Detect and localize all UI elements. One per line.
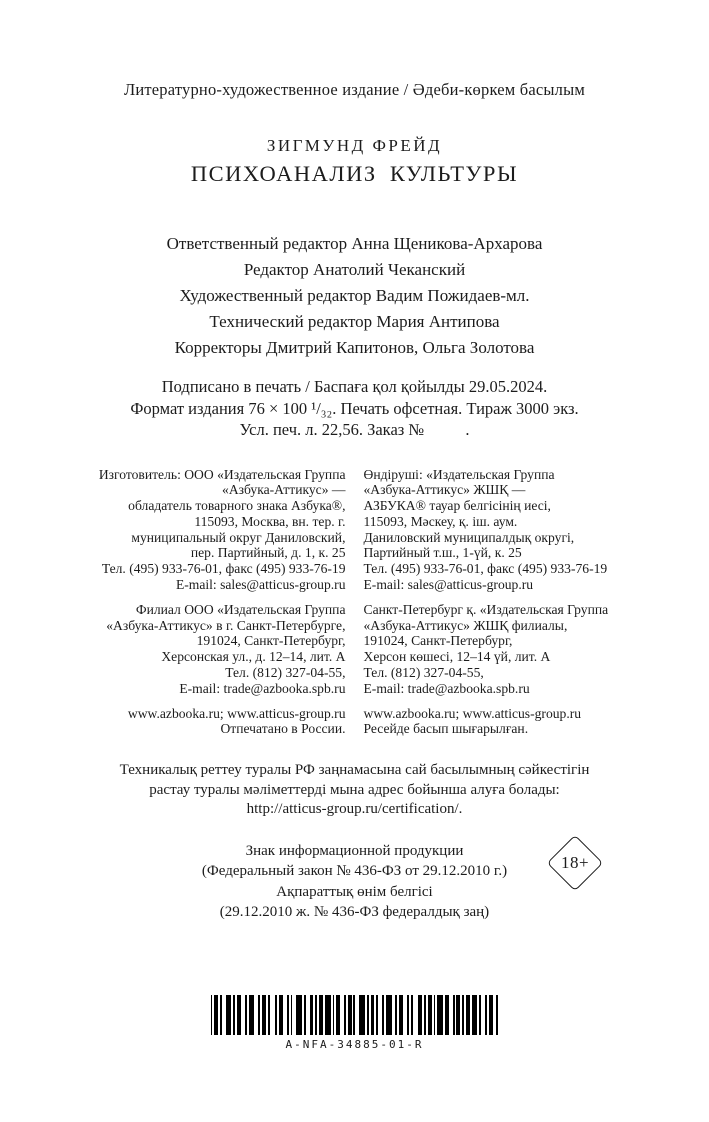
text-line: Формат издания 76 × 100 ¹/₃₂. Печать офсетная. Тираж 3000 экз. — [130, 398, 579, 418]
text-line: Ресейде басып шығарылған. — [363, 721, 529, 737]
text-line: Херсонская ул., д. 12–14, лит. А — [161, 649, 346, 665]
text-line: «Азбука-Аттикус» в г. Санкт-Петербурге, — [106, 617, 346, 633]
text-line: http://atticus-group.ru/certification/. — [246, 801, 463, 818]
branch-address-ru — [16, 602, 346, 697]
text-line: обладатель товарного знака Азбука®, — [128, 498, 346, 514]
publisher-column-kazakh — [355, 467, 694, 738]
text-line: Отпечатано в России. — [220, 721, 346, 737]
book-title: ПСИХОАНАЛИЗ КУЛЬТУРЫ — [190, 161, 519, 186]
text-line: Изготовитель: ООО «Издательская Группа — [98, 466, 346, 482]
print-run-info — [0, 376, 709, 441]
publisher-address-ru — [16, 467, 346, 593]
text-line: Усл. печ. л. 22,56. Заказ № . — [239, 420, 470, 439]
text-line: «Азбука-Аттикус» ЖШҚ филиалы, — [363, 617, 568, 633]
text-line: «Азбука-Аттикус» ЖШҚ — — [363, 482, 526, 498]
text-line: Даниловский муниципалдық округі, — [363, 529, 575, 545]
branch-address-kz — [364, 602, 694, 697]
text-line: 191024, Санкт-Петербург, — [196, 633, 346, 649]
text-line: Корректоры Дмитрий Капитонов, Ольга Золотова — [174, 338, 535, 357]
text-line: Тел. (812) 327-04-55, — [225, 665, 346, 681]
age-badge-label: 18+ — [560, 852, 590, 872]
text-line: E-mail: trade@azbooka.spb.ru — [179, 680, 346, 696]
text-line: 115093, Москва, вн. тер. г. — [194, 513, 346, 529]
text-line: растау туралы мәліметтерді мына адрес бойынша алуға болады: — [149, 781, 560, 798]
text-line: Ақпараттық өнім белгісі — [276, 883, 433, 900]
text-line: Тел. (495) 933-76-01, факс (495) 933-76-19 — [363, 561, 608, 577]
text-line: Подписано в печать / Баспаға қол қойылды 29.05.2024. — [161, 377, 548, 396]
text-line: Технический редактор Мария Антипова — [209, 312, 500, 331]
websites-printed-ru — [16, 706, 346, 738]
text-line: (29.12.2010 ж. № 436-ФЗ федералдық заң) — [219, 904, 490, 921]
text-line: Художественный редактор Вадим Пожидаев-мл. — [179, 286, 530, 305]
publisher-columns — [0, 467, 709, 738]
text-line: Санкт-Петербург қ. «Издательская Группа — [363, 601, 609, 617]
text-line: Ответственный редактор Анна Щеникова-Архарова — [166, 234, 543, 253]
text-line: «Азбука-Аттикус» — — [222, 482, 346, 498]
text-line: E-mail: sales@atticus-group.ru — [175, 577, 346, 593]
barcode-label: A-NFA-34885-01-R — [285, 1037, 424, 1051]
text-line: Партийный т.ш., 1-үй, к. 25 — [363, 545, 522, 561]
text-line: 115093, Мәскеу, қ. іш. аум. — [363, 513, 518, 529]
certification-note — [0, 761, 709, 820]
text-line: Редактор Анатолий Чеканский — [243, 260, 466, 279]
text-line: 191024, Санкт-Петербург, — [363, 633, 513, 649]
text-line: муниципальный округ Даниловский, — [131, 529, 346, 545]
text-line: E-mail: trade@azbooka.spb.ru — [363, 680, 530, 696]
age-rating-section — [0, 841, 709, 923]
barcode — [0, 995, 709, 1051]
staff-credits — [0, 231, 709, 361]
text-line: Тел. (812) 327-04-55, — [363, 665, 484, 681]
text-line: Техникалық реттеу туралы РФ заңнамасына сай басылымның сәйкестігін — [119, 762, 590, 779]
text-line: www.azbooka.ru; www.atticus-group.ru — [363, 705, 582, 721]
text-line: Филиал ООО «Издательская Группа — [135, 601, 346, 617]
text-line: пер. Партийный, д. 1, к. 25 — [190, 545, 346, 561]
text-line: (Федеральный закон № 436-ФЗ от 29.12.2010 г.) — [201, 863, 508, 880]
text-line: АЗБУКА® тауар белгісінің иесі, — [363, 498, 551, 514]
book-author: ЗИГМУНД ФРЕЙД — [266, 136, 443, 155]
age-rating-text — [0, 841, 709, 923]
publisher-column-russian — [16, 467, 355, 738]
text-line: Өндіруші: «Издательская Группа — [363, 466, 555, 482]
websites-printed-kz — [364, 706, 694, 738]
text-line: www.azbooka.ru; www.atticus-group.ru — [127, 705, 346, 721]
text-line: Знак информационной продукции — [245, 842, 464, 859]
text-line: E-mail: sales@atticus-group.ru — [363, 577, 534, 593]
publisher-address-kz — [364, 467, 694, 593]
edition-line: Литературно-художественное издание / Әдеби-көркем басылым — [123, 80, 586, 99]
barcode-bars — [211, 995, 499, 1035]
text-line: Тел. (495) 933-76-01, факс (495) 933-76-19 — [101, 561, 346, 577]
barcode-bar — [496, 995, 498, 1035]
text-line: Херсон көшесі, 12–14 үй, лит. А — [363, 649, 551, 665]
